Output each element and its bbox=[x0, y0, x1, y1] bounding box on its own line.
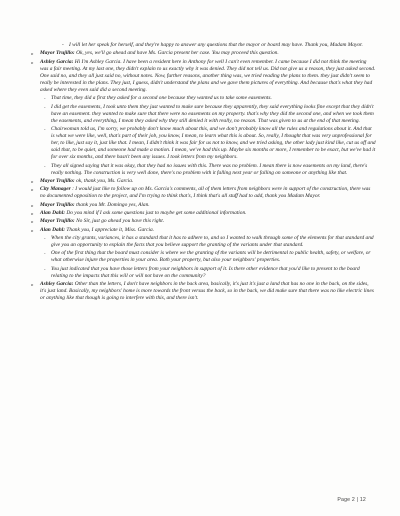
speaker-paragraph bbox=[24, 59, 376, 94]
paragraph-text: Ok, yes, we'll go ahead and have Ms. Garcia present her case. You may proceed this question. bbox=[76, 50, 279, 57]
paragraph-text: Other than the letters, I don't have neighbors in the back area, basically, it's just it's just a land that has no one in the back, on the sides, it's just land. Basically, my neighbors' home is more towards the front versus the back, so in the back, we did make sure that there was no like electric lines or anything like that though is going to interfere with this, and there isn't. bbox=[40, 281, 374, 302]
speaker-paragraph bbox=[24, 210, 376, 217]
paragraph-text: Hi I'm Ashley Garcia. I have been a resident here in Anthony for well I can't even remember. I came because I did not think the meeting was a fair meeting. At my last one, they didn't explain to us exactly why it was denied. They did not tell us. Did not give us a reason, they just asked second. One said no, and they all just said no, without notes. Now, further reasons, another thing was, we tried reading the plans to them. they just didn't seem to really be interested in the plans. They just, I guess, didn't understand the plans and we gave them pictures of everything. And because that's what they had asked where they even said did a second meeting. bbox=[40, 58, 376, 93]
dash-bullet-icon: - bbox=[44, 236, 46, 242]
transcript-body bbox=[24, 42, 376, 304]
speaker-name: Mayor Trujillo: bbox=[40, 50, 75, 57]
circle-bullet-icon: o bbox=[31, 211, 34, 216]
paragraph-text: One of the first thing that the board must consider is where we the granting of the variants will be detrimental to public health, safety, or welfare, or what otherwise injure the properties in your area. Both your property, but also your neighbors' properties. bbox=[51, 250, 371, 264]
circle-bullet-icon: o bbox=[31, 59, 34, 65]
speaker-paragraph bbox=[24, 178, 376, 185]
speaker-name: Alan Dahl: bbox=[40, 210, 66, 216]
speaker-paragraph bbox=[24, 202, 376, 209]
statement-paragraph bbox=[24, 235, 376, 249]
paragraph-text: They all signed saying that it was okay, that they had no issues with this. There was no problem. I mean there is now easements on my land, there's really nothing. The construction is very well done, there's no problem with it falling next year or falling on someone or anything like that. bbox=[51, 162, 368, 176]
paragraph-text: Chairwoman told us, I'm sorry, we probably don't know much about this, and we don't probably know all the rules and regulations about it. And that is what we were like, well, that's part of their job, you know, I mean, to learn what this is about. So, really, I thought that was very unprofessional for her, to like, just say it, just like that. I mean, I didn't think it was fair for us not to know, and we tried asking, the other lady just kind like, cut us off and said that, to be quiet, and someone had made a motion. I mean, we've had this up. Maybe six months or more, I remember to be exact, but we've had it for over six months, and there hasn't been any issues. I took letters from my neighbors. bbox=[51, 126, 376, 161]
dash-bullet-icon: - bbox=[44, 96, 46, 102]
dash-bullet-icon: - bbox=[62, 42, 64, 48]
dash-bullet-icon: - bbox=[44, 104, 46, 110]
speaker-paragraph bbox=[24, 50, 376, 57]
paragraph-text: I did get the easements, I took unto them they just wanted to make sure because they apparently, they said everything looks fine except that they didn't have an easement. they wanted to make sure that there were no easements on my property. that's why they did the second one, and when we took them the easements, and everything, I mean they asked why they still denied it with really, no reason. That was given to us at the end of that meeting. bbox=[51, 103, 374, 124]
circle-bullet-icon: o bbox=[31, 227, 34, 233]
dash-bullet-icon: - bbox=[44, 163, 46, 169]
statement-paragraph bbox=[24, 104, 376, 125]
speaker-paragraph bbox=[24, 227, 376, 234]
paragraph-text: Do you mind if I ask some questions just to maybe get some additional information. bbox=[66, 210, 247, 216]
circle-bullet-icon: o bbox=[31, 219, 34, 225]
statement-paragraph bbox=[24, 126, 376, 161]
paragraph-text: No Sir, just go ahead you have this right. bbox=[76, 218, 165, 225]
speaker-paragraph bbox=[24, 218, 376, 225]
circle-bullet-icon: o bbox=[31, 282, 34, 288]
speaker-name: Mayor Trujillo: bbox=[40, 177, 75, 184]
speaker-paragraph bbox=[24, 281, 376, 302]
dash-bullet-icon: - bbox=[44, 127, 46, 132]
paragraph-text: When the city grants, variances, it has a standard that it has to adhere to, and so I wanted to walk through some of the elements for that standard and give you an opportunity to explain the facts that you believe support the granting of the variants under that standard. bbox=[51, 235, 374, 249]
statement-paragraph bbox=[24, 250, 376, 264]
dash-bullet-icon: - bbox=[44, 266, 46, 272]
speaker-name: Alan Dahl: bbox=[40, 226, 66, 233]
paragraph-text: That time, they did a first they asked for a second one because they wanted us to take some easements. bbox=[51, 95, 272, 102]
speaker-name: City Manager bbox=[40, 186, 71, 193]
page-number: Page 2 | 12 bbox=[337, 497, 366, 503]
statement-paragraph bbox=[24, 163, 376, 177]
circle-bullet-icon: o bbox=[31, 187, 34, 193]
speaker-name: Mayor Trujillo: bbox=[40, 201, 75, 208]
statement-paragraph bbox=[24, 95, 376, 102]
paragraph-text: I will let her speak for herself, and they're happy to answer any questions that the mayor or board may have. Thank you, Madam Mayor. bbox=[69, 42, 363, 48]
speaker-name: Ashley Garcia: bbox=[40, 58, 74, 65]
paragraph-text: You just indicated that you have those letters from your neighbors in support of it. Is there other evidence that you'd like to present to the board relating to the impacts that this will or will not have on the community? bbox=[51, 265, 360, 279]
speaker-name: Ashley Garcia: bbox=[40, 281, 74, 288]
paragraph-text: Thank you, I appreciate it, Miss. Garcia. bbox=[66, 226, 155, 233]
speaker-name: Mayor Trujillo: bbox=[40, 218, 75, 225]
dash-bullet-icon: - bbox=[44, 251, 46, 257]
circle-bullet-icon: o bbox=[31, 178, 34, 184]
circle-bullet-icon: o bbox=[31, 202, 34, 208]
paragraph-text: ok, thank you, Ms. Garcia. bbox=[76, 177, 134, 184]
statement-paragraph bbox=[24, 266, 376, 280]
paragraph-text: : I would just like to follow up on Ms. Garcia's comments, all of them letters from neighbors were in support of the construction, there was no documented opposition to the project, and I'm trying to think that's, I think that's all stuff had to add, thank you Madam Mayor. bbox=[40, 186, 371, 200]
statement-paragraph bbox=[24, 42, 376, 49]
speaker-paragraph bbox=[24, 186, 376, 200]
circle-bullet-icon: o bbox=[31, 51, 34, 57]
paragraph-text: thank you Mr. Domingo yes, Alan. bbox=[76, 201, 150, 208]
